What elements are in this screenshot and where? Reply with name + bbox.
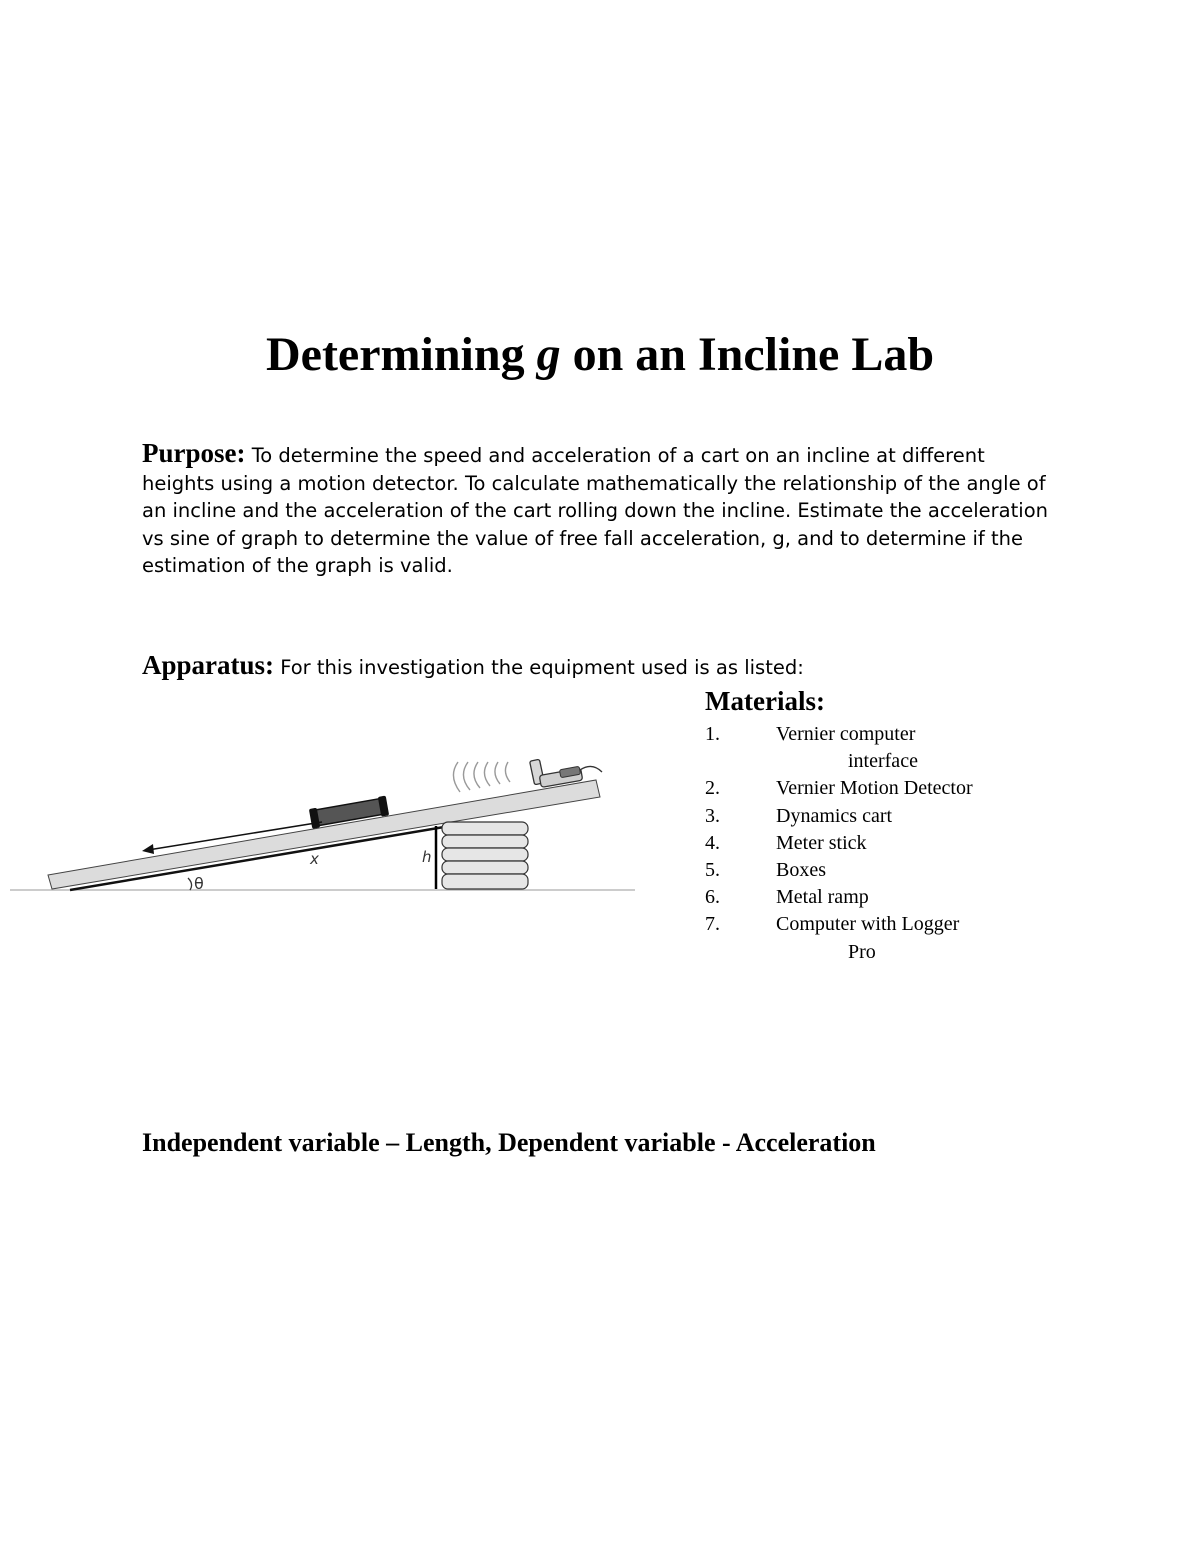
list-item-text: Vernier computer xyxy=(776,723,916,745)
title-start: Determining xyxy=(265,328,537,381)
apparatus-label: Apparatus: xyxy=(142,650,275,680)
list-item-continuation: interface xyxy=(848,750,918,773)
apparatus-section xyxy=(142,650,1042,683)
list-item-number: 1. xyxy=(705,723,720,745)
variables-statement: Independent variable – Length, Dependent variable - Acceleration xyxy=(142,1128,876,1157)
sound-waves xyxy=(453,762,510,792)
list-item-number: 4. xyxy=(705,831,720,854)
boxes-stack xyxy=(442,822,528,889)
list-item-number: 6. xyxy=(705,886,720,909)
purpose-text: To determine the speed and acceleration of a cart on an incline at different heights using a motion detector. To calculate mathematically the relationship of the angle of an incline and the acceleration of the cart rolling down the incline. Estimate the acceleration vs sine of graph to determine the value of free fall acceleration, g, and to determine if the estimation of the graph is valid. xyxy=(142,444,1048,577)
page-title xyxy=(0,326,1200,384)
list-item-number: 7. xyxy=(705,913,720,936)
list-item xyxy=(705,857,1065,884)
list-item-number: 2. xyxy=(705,777,720,800)
list-item-continuation: Pro xyxy=(848,940,876,963)
apparatus-text: For this investigation the equipment used is as listed: xyxy=(274,656,804,679)
title-variable-g: g xyxy=(536,328,561,381)
materials-section xyxy=(705,685,1065,966)
list-item xyxy=(705,721,1065,775)
list-item-number: 5. xyxy=(705,859,720,882)
ramp-underside xyxy=(70,826,450,890)
list-item-number: 3. xyxy=(705,804,720,827)
purpose-section xyxy=(142,440,1062,580)
list-item-text: Metal ramp xyxy=(776,886,869,909)
angle-arc xyxy=(188,878,192,890)
list-item xyxy=(705,911,1065,965)
label-x: x xyxy=(310,850,319,868)
list-item-text: Computer with Logger xyxy=(776,913,960,936)
label-h: h xyxy=(422,848,432,866)
list-item-text: Dynamics cart xyxy=(776,804,893,827)
materials-list xyxy=(705,721,1065,966)
materials-heading: Materials: xyxy=(705,686,825,716)
title-end: on an Incline Lab xyxy=(560,328,935,381)
list-item-text: Boxes xyxy=(776,859,826,882)
list-item-text: Meter stick xyxy=(776,831,867,854)
list-item xyxy=(705,775,1065,802)
label-theta: θ xyxy=(194,874,204,893)
list-item xyxy=(705,830,1065,857)
purpose-label: Purpose: xyxy=(142,438,246,468)
list-item xyxy=(705,803,1065,830)
list-item xyxy=(705,884,1065,911)
list-item-text: Vernier Motion Detector xyxy=(776,777,973,800)
incline-diagram xyxy=(10,742,650,898)
